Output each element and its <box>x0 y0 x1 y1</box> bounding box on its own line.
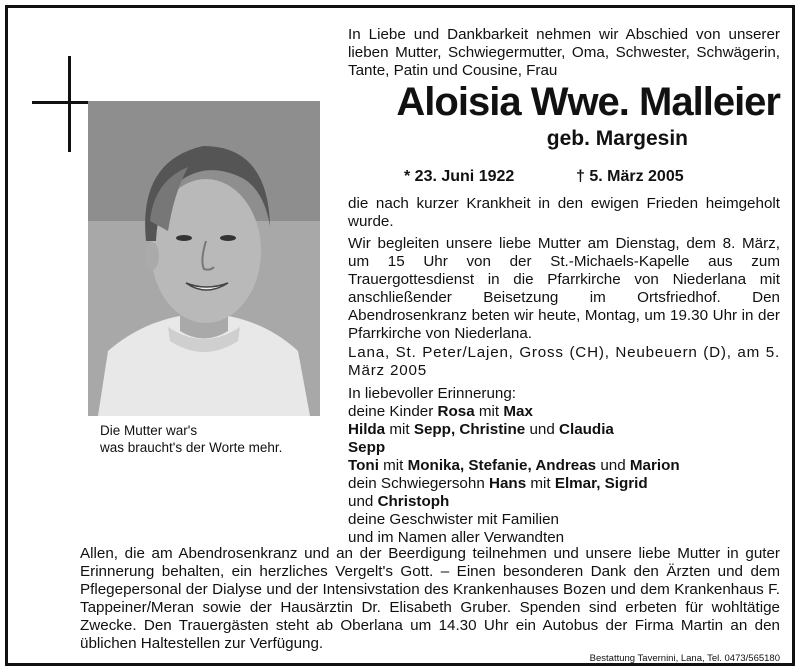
paragraph-passing: die nach kurzer Krankheit in den ewigen Frieden heimgeholt wurde. <box>348 195 780 230</box>
mourner-row: dein Schwiegersohn Hans mit Elmar, Sigrid <box>348 475 648 492</box>
death-date: † 5. März 2005 <box>576 168 684 185</box>
photo-caption <box>100 422 340 456</box>
caption-line: was braucht's der Worte mehr. <box>100 440 283 455</box>
cross-icon <box>68 56 71 152</box>
obituary-notice <box>5 5 795 666</box>
paragraph-funeral: Wir begleiten unsere liebe Mutter am Dienstag, dem 8. März, um 15 Uhr von der St.-Michaels-Kapelle aus zum Trauergottesdienst in die Pfarrkirche von Niederlana mit anschließender Beisetzung im Ortsfriedhof. Den Abendrosenkranz beten wir heute, Montag, um 19.30 Uhr in der Pfarrkirche von Niederlana. <box>348 235 780 342</box>
mourner-row: und im Namen aller Verwandten <box>348 529 565 546</box>
mourner-row: Sepp <box>348 439 386 456</box>
birth-name: geb. Margesin <box>546 127 688 150</box>
mourner-row: Hilda mit Sepp, Christine und Claudia <box>348 421 614 438</box>
mourners-heading: In liebevoller Erinnerung: <box>348 385 517 402</box>
funeral-home-credit: Bestattung Tavernini, Lana, Tel. 0473/565180 <box>589 653 780 664</box>
mourners-list <box>348 385 780 547</box>
cross-icon-bar <box>32 101 92 104</box>
place-date: Lana, St. Peter/Lajen, Gross (CH), Neubeuern (D), am 5. März 2005 <box>348 344 780 379</box>
caption-line: Die Mutter war's <box>100 423 198 438</box>
mourner-row: deine Kinder Rosa mit Max <box>348 403 533 420</box>
mourner-row: deine Geschwister mit Familien <box>348 511 560 528</box>
portrait-image <box>88 101 320 416</box>
intro-text: In Liebe und Dankbarkeit nehmen wir Abschied von unserer lieben Mutter, Schwiegermutter, Oma, Schwester, Schwägerin, Tante, Patin und Cousine, Frau <box>348 26 780 79</box>
birth-date: * 23. Juni 1922 <box>404 168 515 185</box>
closing-paragraph: Allen, die am Abendrosenkranz und an der Beerdigung teilnehmen und unsere liebe Mutter in guter Erinnerung behalten, ein herzliches Vergelt's Gott. – Einen besonderen Dank den Ärzten und dem Pflegepersonal der Dialyse und der Intensivstation des Krankenhauses Bozen und dem Krankenhaus F. Tappeiner/Meran sowie der Hausärztin Dr. Elisabeth Gruber. Spenden sind erbeten für wohltätige Zwecke. Den Trauergästen steht ab Oberlana um 14.30 Uhr ein Autobus der Firma Martin an den üblichen Haltestellen zur Verfügung. <box>80 545 780 652</box>
mourner-row: Toni mit Monika, Stefanie, Andreas und Marion <box>348 457 680 474</box>
portrait-photo <box>88 101 320 416</box>
deceased-name: Aloisia Wwe. Malleier <box>396 80 780 124</box>
mourner-row: und Christoph <box>348 493 450 510</box>
